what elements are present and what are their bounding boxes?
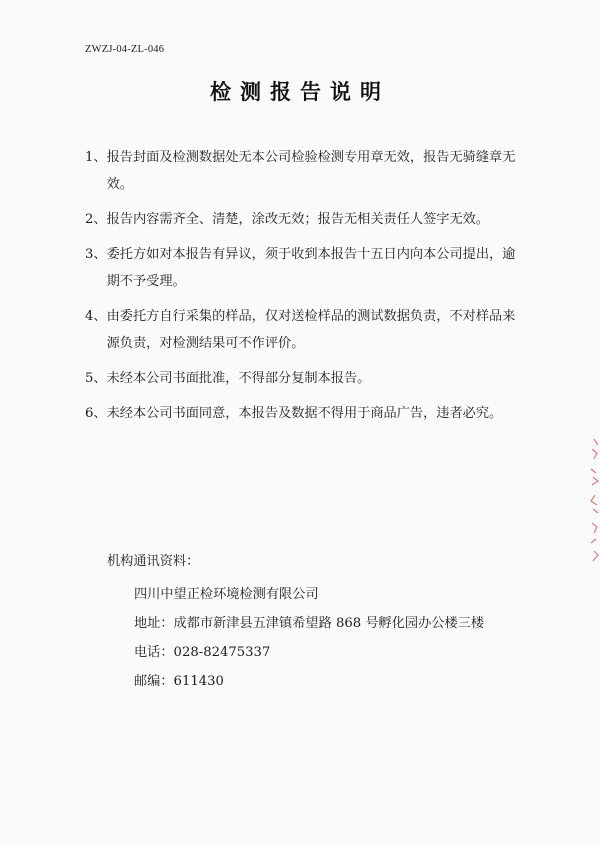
term-number: 1、 <box>85 150 107 165</box>
seam-stamp-edge-icon <box>582 435 600 565</box>
contact-label: 机构通讯资料： <box>107 554 200 569</box>
document-title: 检测报告说明 <box>210 79 390 104</box>
term-item <box>85 144 525 198</box>
term-text: 报告内容需齐全、清楚，涂改无效；报告无相关责任人签字无效。 <box>106 212 490 227</box>
term-text: 未经本公司书面同意，本报告及数据不得用于商品广告，违者必究。 <box>106 406 503 421</box>
term-number: 6、 <box>85 406 107 421</box>
contact-postcode: 邮编：611430 <box>134 674 224 689</box>
terms-list <box>85 144 525 435</box>
term-item <box>85 303 525 357</box>
term-text: 报告封面及检测数据处无本公司检验检测专用章无效，报告无骑缝章无效。 <box>106 150 516 192</box>
term-number: 2、 <box>85 212 107 227</box>
document-code: ZWZJ-04-ZL-046 <box>85 44 165 55</box>
term-number: 3、 <box>85 247 107 262</box>
contact-address: 地址：成都市新津县五津镇希望路 868 号孵化园办公楼三楼 <box>134 616 485 631</box>
term-number: 4、 <box>85 309 107 324</box>
term-item <box>85 241 525 295</box>
term-text: 未经本公司书面批准，不得部分复制本报告。 <box>106 371 371 386</box>
contact-block <box>134 580 484 696</box>
term-text: 由委托方自行采集的样品，仅对送检样品的测试数据负责，不对样品来源负责，对检测结果可不作评价。 <box>106 309 516 351</box>
contact-phone: 电话：028-82475337 <box>134 645 271 660</box>
term-item <box>85 365 525 392</box>
term-number: 5、 <box>85 371 107 386</box>
contact-company: 四川中望正检环境检测有限公司 <box>134 587 319 602</box>
term-item <box>85 400 525 427</box>
term-text: 委托方如对本报告有异议，须于收到本报告十五日内向本公司提出，逾期不予受理。 <box>106 247 516 289</box>
term-item <box>85 206 525 233</box>
